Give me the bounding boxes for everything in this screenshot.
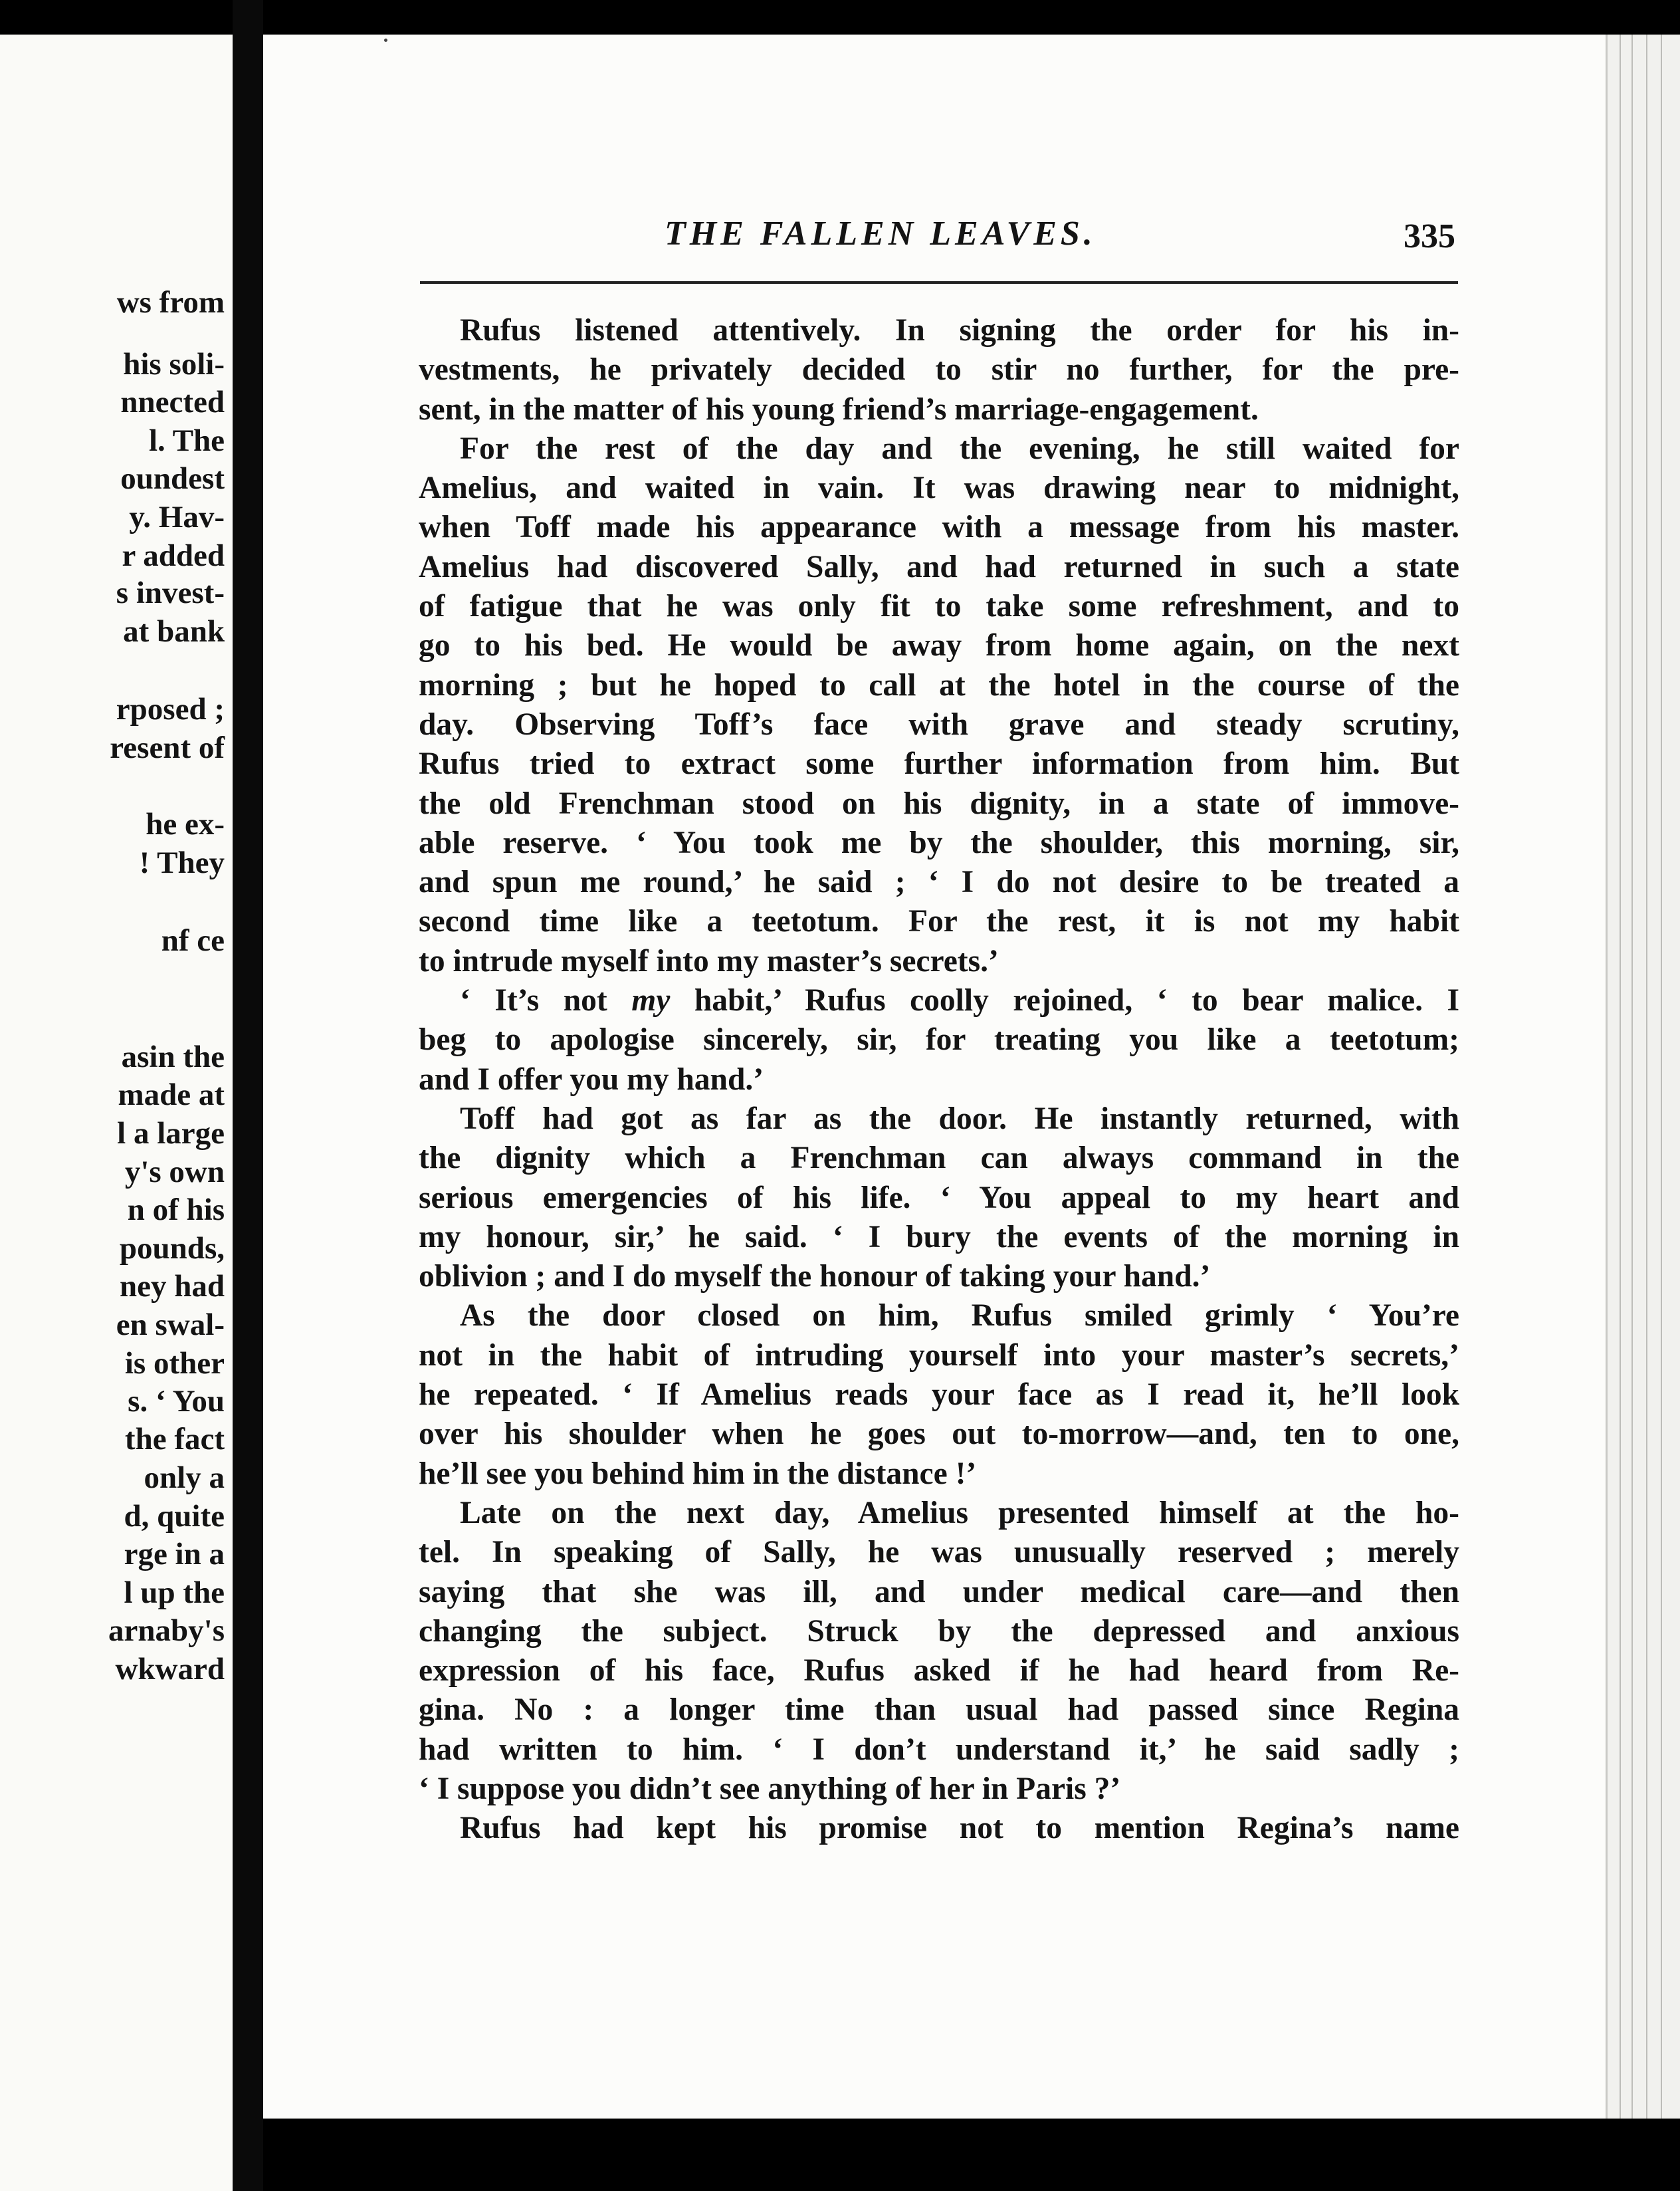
body-line: of fatigue that he was only fit to take some refreshment, and to: [419, 589, 1459, 624]
body-line: Rufus listened attentively. In signing the order for his in-: [460, 313, 1459, 348]
left-page-line: l. The: [148, 423, 225, 458]
body-line: ‘ I suppose you didn’t see anything of her in Paris ?’: [419, 1771, 1121, 1806]
body-line: my honour, sir,’ he said. ‘ I bury the events of the morning in: [419, 1219, 1459, 1254]
body-line: second time like a teetotum. For the rest, it is not my habit: [419, 904, 1459, 939]
body-line: serious emergencies of his life. ‘ You appeal to my heart and: [419, 1180, 1459, 1215]
left-page-line: y. Hav-: [129, 500, 225, 534]
left-page-line: arnaby's: [108, 1613, 225, 1648]
left-page-line: r added: [122, 538, 225, 573]
body-line: Amelius had discovered Sally, and had returned in such a state: [419, 549, 1459, 584]
body-line: go to his bed. He would be away from home again, on the next: [419, 628, 1459, 663]
body-line: vestments, he privately decided to stir no further, for the pre-: [419, 352, 1459, 388]
body-line: day. Observing Toff’s face with grave and steady scrutiny,: [419, 707, 1459, 742]
body-line: changing the subject. Struck by the depressed and anxious: [419, 1613, 1459, 1649]
left-page-line: nnected: [120, 385, 225, 419]
running-head: THE FALLEN LEAVES.: [665, 215, 1097, 253]
body-line: gina. No : a longer time than usual had passed since Regina: [419, 1692, 1459, 1728]
book-gutter: [233, 0, 263, 2191]
left-page-line: the fact: [124, 1422, 225, 1456]
left-page-line: d, quite: [124, 1499, 225, 1534]
left-page-line: rposed ;: [116, 692, 225, 727]
body-line: the old Frenchman stood on his dignity, in a state of immove-: [419, 786, 1459, 821]
left-page-line: he ex-: [146, 807, 225, 842]
left-page-line: ! They: [139, 846, 225, 880]
body-line: For the rest of the day and the evening, he still waited for: [460, 431, 1459, 466]
header-rule: [420, 281, 1458, 284]
left-page-line: made at: [118, 1078, 225, 1112]
left-page-line: resent of: [110, 731, 225, 765]
body-text: [419, 311, 1459, 1849]
left-page-line: only a: [144, 1460, 225, 1495]
left-page-line: y's own: [124, 1155, 225, 1189]
left-page-line: rge in a: [124, 1537, 225, 1571]
body-line: ‘ It’s not my habit,’ Rufus coolly rejoined, ‘ to bear malice. I: [460, 983, 1459, 1018]
left-page-line: ws from: [116, 285, 225, 320]
body-line: when Toff made his appearance with a message from his master.: [419, 510, 1459, 545]
body-line: and I offer you my hand.’: [419, 1062, 764, 1097]
left-page-line: asin the: [121, 1040, 225, 1074]
page-edge-stack: [1606, 35, 1680, 2191]
body-line: Late on the next day, Amelius presented himself at the ho-: [460, 1495, 1459, 1530]
left-page-line: ney had: [119, 1269, 225, 1304]
body-line: able reserve. ‘ You took me by the shoulder, this morning, sir,: [419, 825, 1459, 860]
body-line: over his shoulder when he goes out to-morrow—and, ten to one,: [419, 1417, 1459, 1452]
body-line: he repeated. ‘ If Amelius reads your face as I read it, he’ll look: [419, 1377, 1459, 1413]
left-page-line: is other: [124, 1346, 225, 1381]
body-line: tel. In speaking of Sally, he was unusually reserved ; merely: [419, 1535, 1459, 1570]
left-page-line: at bank: [123, 614, 225, 649]
left-page-line: l up the: [124, 1575, 225, 1610]
left-page-line: s invest-: [116, 576, 225, 610]
body-line: to intrude myself into my master’s secrets.’: [419, 943, 999, 979]
left-page-line: his soli-: [123, 347, 225, 382]
body-line: he’ll see you behind him in the distance !’: [419, 1456, 977, 1491]
left-page-line: pounds,: [119, 1231, 225, 1266]
body-line: Toff had got as far as the door. He instantly returned, with: [460, 1101, 1459, 1136]
body-line: saying that she was ill, and under medical care—and then: [419, 1574, 1459, 1609]
scan-bottom-border: [263, 2119, 1680, 2191]
left-page-line: en swal-: [116, 1308, 225, 1342]
left-page-line: l a large: [117, 1116, 225, 1151]
body-line: oblivion ; and I do myself the honour of taking your hand.’: [419, 1259, 1211, 1294]
body-line: morning ; but he hoped to call at the hotel in the course of the: [419, 667, 1459, 703]
body-line: expression of his face, Rufus asked if he had heard from Re-: [419, 1653, 1459, 1688]
left-page-line: oundest: [120, 461, 225, 496]
body-line: sent, in the matter of his young friend’s marriage-engagement.: [419, 392, 1259, 427]
emphasized-word: my: [631, 983, 671, 1018]
page-number: 335: [1404, 217, 1455, 255]
body-line: As the door closed on him, Rufus smiled grimly ‘ You’re: [460, 1298, 1459, 1333]
body-line: Rufus had kept his promise not to mention Regina’s name: [460, 1811, 1459, 1846]
body-line: and spun me round,’ he said ; ‘ I do not desire to be treated a: [419, 865, 1459, 900]
body-line: Amelius, and waited in vain. It was drawing near to midnight,: [419, 471, 1459, 506]
body-line: not in the habit of intruding yourself into your master’s secrets,’: [419, 1337, 1459, 1373]
body-line: the dignity which a Frenchman can always command in the: [419, 1141, 1459, 1176]
body-line: had written to him. ‘ I don’t understand it,’ he said sadly ;: [419, 1732, 1459, 1767]
left-page-fragment: [0, 35, 233, 2191]
left-page-line: wkward: [115, 1652, 225, 1686]
scan-speck: [384, 39, 387, 42]
body-line: beg to apologise sincerely, sir, for treating you like a teetotum;: [419, 1022, 1459, 1058]
left-page-line: s. ‘ You: [128, 1384, 225, 1419]
body-line: Rufus tried to extract some further information from him. But: [419, 747, 1459, 782]
left-page-line: nf ce: [161, 923, 225, 958]
left-page-line: n of his: [127, 1193, 225, 1227]
